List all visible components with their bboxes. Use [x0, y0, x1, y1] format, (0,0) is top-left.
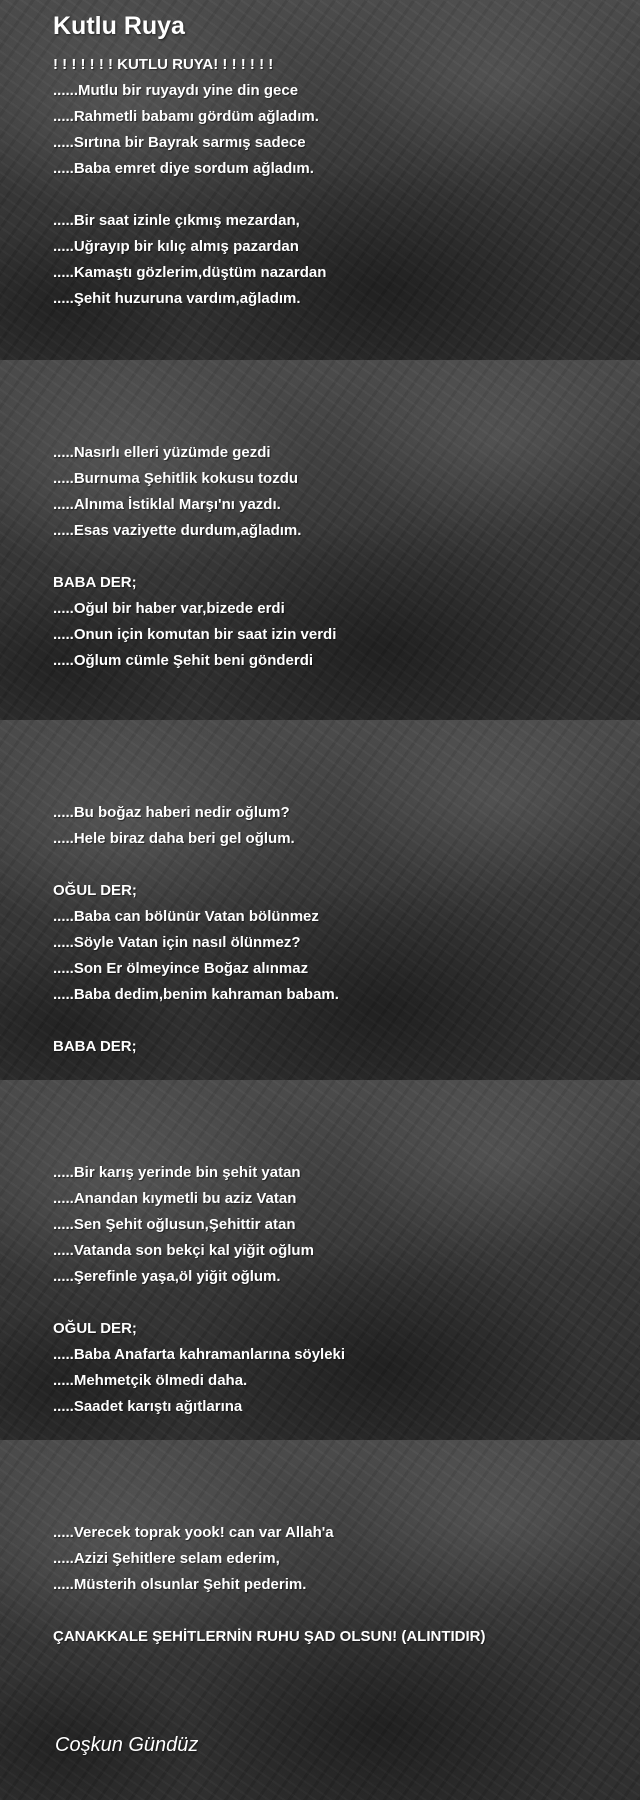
poem-line: BABA DER; [53, 574, 137, 591]
stanza-break [53, 1598, 623, 1624]
poem-line: .....Kamaştı gözlerim,düştüm nazardan [53, 264, 327, 281]
poem-line: .....Son Er ölmeyince Boğaz alınmaz [53, 960, 309, 977]
poem-line: .....Onun için komutan bir saat izin verdi [53, 626, 337, 643]
poem-panel-4 [0, 1080, 640, 1440]
poem-line: .....Müsterih olsunlar Şehit pederim. [53, 1576, 307, 1593]
poem-line: .....Azizi Şehitlere selam ederim, [53, 1550, 280, 1567]
stanza-group-2 [53, 440, 623, 674]
poem-line: ÇANAKKALE ŞEHİTLERNİN RUHU ŞAD OLSUN! (ALINTIDIR) [53, 1628, 486, 1645]
poem-line: .....Söyle Vatan için nasıl ölünmez? [53, 934, 301, 951]
stanza-group-1 [53, 52, 623, 312]
poem-line: .....Baba can bölünür Vatan bölünmez [53, 908, 319, 925]
poem-line: .....Sen Şehit oğlusun,Şehittir atan [53, 1216, 296, 1233]
poem-line: .....Şehit huzuruna vardım,ağladım. [53, 290, 301, 307]
poem-line: .....Baba dedim,benim kahraman babam. [53, 986, 339, 1003]
poem-line: .....Rahmetli babamı gördüm ağladım. [53, 108, 319, 125]
poem-line: .....Verecek toprak yook! can var Allah'a [53, 1524, 334, 1541]
poem-line: .....Burnuma Şehitlik kokusu tozdu [53, 470, 299, 487]
poem-line: .....Hele biraz daha beri gel oğlum. [53, 830, 295, 847]
poem-line: OĞUL DER; [53, 1320, 137, 1337]
poem-line: .....Bir karış yerinde bin şehit yatan [53, 1164, 301, 1181]
stanza-group-3 [53, 800, 623, 1060]
poem-line: .....Oğlum cümle Şehit beni gönderdi [53, 652, 314, 669]
stanza-break [53, 182, 623, 208]
stanza-break [53, 1290, 623, 1316]
poem-line: .....Sırtına bir Bayrak sarmış sadece [53, 134, 306, 151]
poem-line: .....Alnıma İstiklal Marşı'nı yazdı. [53, 496, 281, 513]
poem-line: .....Mehmetçik ölmedi daha. [53, 1372, 248, 1389]
poem-line: .....Bu boğaz haberi nedir oğlum? [53, 804, 290, 821]
stanza-break [53, 1008, 623, 1034]
poem-panel-2 [0, 360, 640, 720]
stanza-group-4 [53, 1160, 623, 1420]
poem-line: BABA DER; [53, 1038, 137, 1055]
poem-line: .....Esas vaziyette durdum,ağladım. [53, 522, 302, 539]
poem-line: .....Baba Anafarta kahramanlarına söyleki [53, 1346, 346, 1363]
poem-line: OĞUL DER; [53, 882, 137, 899]
poem-line: .....Saadet karıştı ağıtlarına [53, 1398, 243, 1415]
stanza-break [53, 544, 623, 570]
poem-line: .....Şerefinle yaşa,öl yiğit oğlum. [53, 1268, 281, 1285]
poem-panel-3 [0, 720, 640, 1080]
poem-line: ......Mutlu bir ruyaydı yine din gece [53, 82, 299, 99]
poem-author: Coşkun Gündüz [55, 1734, 199, 1756]
stanza-break [53, 852, 623, 878]
poem-panel-5 [0, 1440, 640, 1800]
poem-line: ! ! ! ! ! ! ! KUTLU RUYA! ! ! ! ! ! ! [53, 56, 274, 73]
poem-title: Kutlu Ruya [53, 12, 185, 40]
poem-line: .....Baba emret diye sordum ağladım. [53, 160, 314, 177]
poem-line: .....Uğrayıp bir kılıç almış pazardan [53, 238, 299, 255]
poem-line: .....Anandan kıymetli bu aziz Vatan [53, 1190, 297, 1207]
stanza-group-5 [53, 1520, 623, 1650]
poem-line: .....Vatanda son bekçi kal yiğit oğlum [53, 1242, 314, 1259]
poem-panel-1 [0, 0, 640, 360]
poem-line: .....Nasırlı elleri yüzümde gezdi [53, 444, 271, 461]
poem-line: .....Oğul bir haber var,bizede erdi [53, 600, 285, 617]
poem-line: .....Bir saat izinle çıkmış mezardan, [53, 212, 300, 229]
